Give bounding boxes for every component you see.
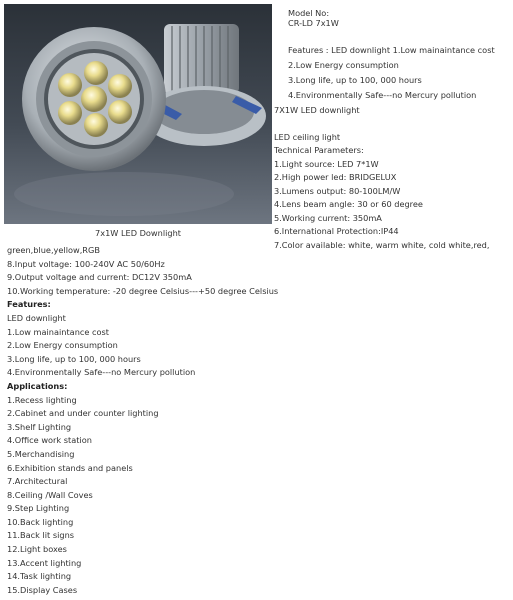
model-value: CR-LD 7x1W: [288, 18, 339, 28]
application-item: 3.Shelf Lighting: [7, 421, 72, 432]
product-photo-block: [4, 4, 272, 241]
application-item: 4.Office work station: [7, 435, 92, 446]
features-summary: [288, 43, 510, 103]
param-line: 9.Output voltage and current: DC12V 350mA: [7, 272, 192, 283]
feature-item: 2.Low Energy consumption: [7, 340, 118, 351]
features-line: 4.Environmentally Safe---no Mercury pollution: [288, 90, 477, 100]
feature-item: 1.Low mainaintance cost: [7, 326, 110, 337]
application-item: 12.Light boxes: [7, 544, 67, 555]
param-line: 6.International Protection:IP44: [274, 226, 399, 236]
photo-caption: 7x1W LED Downlight: [95, 228, 181, 238]
application-item: 13.Accent lighting: [7, 557, 82, 568]
application-item: 14.Task lighting: [7, 571, 72, 582]
product-title-line: 7X1W LED downlight: [274, 105, 360, 115]
description-body: [7, 244, 507, 597]
param-line: 3.Lumens output: 80-100LM/W: [274, 185, 401, 196]
param-line: 5.Working current: 350mA: [274, 212, 382, 223]
ceiling-light-line: LED ceiling light: [274, 131, 341, 142]
features-header: Features:: [7, 299, 51, 310]
param-line: 4.Lens beam angle: 30 or 60 degree: [274, 199, 423, 209]
application-item: 5.Merchandising: [7, 448, 75, 459]
param-line: 1.Light source: LED 7*1W: [274, 158, 379, 169]
model-block: [288, 8, 510, 28]
application-item: 2.Cabinet and under counter lighting: [7, 408, 159, 419]
model-label: Model No:: [288, 8, 330, 18]
applications-header: Applications:: [7, 380, 68, 391]
feature-item: 4.Environmentally Safe---no Mercury pollution: [7, 367, 196, 378]
application-item: 1.Recess lighting: [7, 394, 77, 405]
feature-item: 3.Long life, up to 100, 000 hours: [7, 353, 141, 364]
param-line: 2.High power led: BRIDGELUX: [274, 172, 397, 182]
param-continuation: green,blue,yellow,RGB: [7, 245, 100, 255]
application-item: 8.Ceiling /Wall Coves: [7, 489, 93, 500]
application-item: 7.Architectural: [7, 476, 68, 487]
param-line: 8.Input voltage: 100-240V AC 50/60Hz: [7, 258, 165, 269]
application-item: 15.Display Cases: [7, 584, 78, 595]
features-line: Features : LED downlight 1.Low mainaintance cost: [288, 45, 495, 55]
param-line: 10.Working temperature: -20 degree Celsius---+50 degree Celsius: [7, 285, 279, 296]
application-item: 10.Back lighting: [7, 516, 74, 527]
product-info: [274, 8, 510, 252]
param-line: 7.Color available: white, warm white, cold white,red,: [274, 239, 490, 250]
features-line: 2.Low Energy consumption: [288, 60, 399, 70]
tech-params-header: Technical Parameters:: [274, 145, 364, 155]
product-photo: [4, 4, 272, 224]
application-item: 6.Exhibition stands and panels: [7, 462, 133, 473]
application-item: 9.Step Lighting: [7, 503, 70, 514]
feature-item: LED downlight: [7, 312, 66, 323]
features-line: 3.Long life, up to 100, 000 hours: [288, 75, 422, 85]
application-item: 11.Back lit signs: [7, 530, 75, 541]
